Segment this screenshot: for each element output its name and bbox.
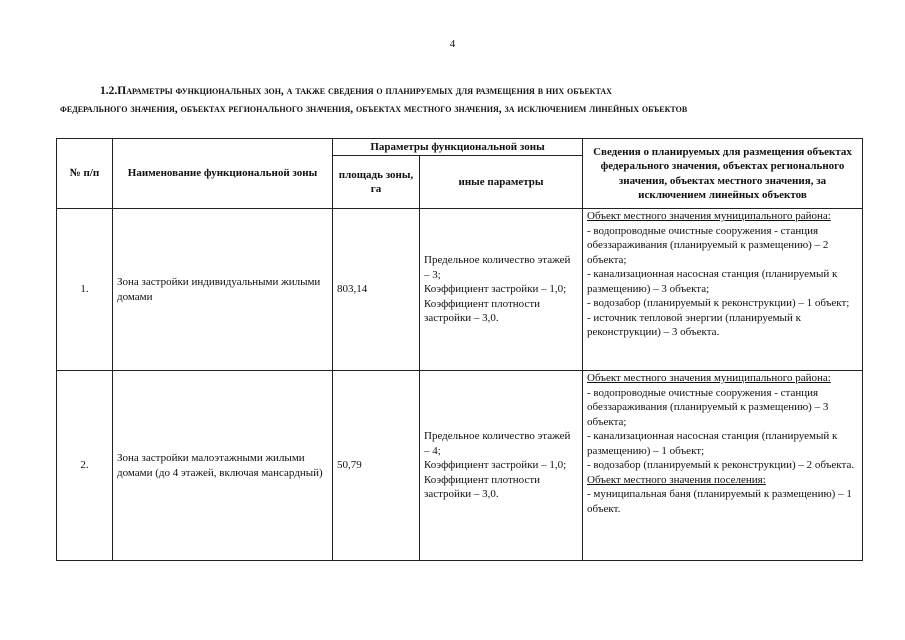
table-row (57, 371, 863, 561)
info-line: - канализационная насосная станция (планируемый к размещению) – 3 объекта; (587, 268, 838, 295)
zone-other-params (420, 209, 583, 371)
zone-name: Зона застройки индивидуальными жилыми домами (113, 209, 333, 371)
zone-objects-info (583, 371, 863, 561)
header-area: площадь зоны, га (333, 156, 420, 209)
info-line: - канализационная насосная станция (планируемый к размещению) – 1 объект; (587, 430, 838, 457)
zone-area: 803,14 (333, 209, 420, 371)
header-info: Сведения о планируемых для размещения объектах федерального значения, объектах регионального значения, объектах местного значения, за исключением линейных объектов (583, 139, 863, 209)
header-other: иные параметры (420, 156, 583, 209)
row-num: 1. (57, 209, 113, 371)
zone-name: Зона застройки малоэтажными жилыми домами (до 4 этажей, включая мансардный) (113, 371, 333, 561)
info-line: Объект местного значения муниципального района: (587, 210, 831, 222)
zones-table (56, 138, 863, 561)
param-line: Коэффициент застройки – 1,0; (424, 459, 567, 472)
param-line: Предельное количество этажей – 4; (424, 430, 571, 457)
param-line: Предельное количество этажей – 3; (424, 254, 571, 281)
section-heading (60, 82, 850, 118)
page-number: 4 (449, 38, 456, 50)
info-line: Объект местного значения муниципального района: (587, 372, 831, 384)
heading-line-1: 1.2.Параметры функциональных зон, а также сведения о планируемых для размещения в них объектах (100, 85, 612, 97)
header-num: № п/п (57, 139, 113, 209)
info-line: Объект местного значения поселения: (587, 473, 766, 486)
info-line: - источник тепловой энергии (планируемый к реконструкции) – 3 объекта. (587, 311, 801, 338)
info-line: - муниципальная баня (планируемый к размещению) – 1 объект. (587, 488, 852, 515)
row-num: 2. (57, 371, 113, 561)
zone-area: 50,79 (333, 371, 420, 561)
header-params: Параметры функциональной зоны (333, 139, 583, 156)
info-line: - водозабор (планируемый к реконструкции) – 1 объект; (587, 297, 850, 309)
header-name: Наименование функциональной зоны (113, 139, 333, 209)
info-line: - водопроводные очистные сооружения - станция обеззараживания (планируемый к размещению) – 2 объекта; (587, 224, 829, 266)
param-line: Коэффициент застройки – 1,0; (424, 283, 567, 296)
zone-other-params (420, 371, 583, 561)
param-line: Коэффициент плотности застройки – 3,0. (424, 297, 541, 325)
zone-objects-info (583, 209, 863, 371)
param-line: Коэффициент плотности застройки – 3,0. (424, 473, 541, 501)
table-row (57, 209, 863, 371)
heading-line-2: федерального значения, объектах регионального значения, объектах местного значения, за исключением линейных объектов (60, 103, 688, 115)
info-line: - водозабор (планируемый к реконструкции) – 2 объекта. (587, 459, 855, 471)
info-line: - водопроводные очистные сооружения - станция обеззараживания (планируемый к размещению) – 3 объекта; (587, 386, 829, 428)
